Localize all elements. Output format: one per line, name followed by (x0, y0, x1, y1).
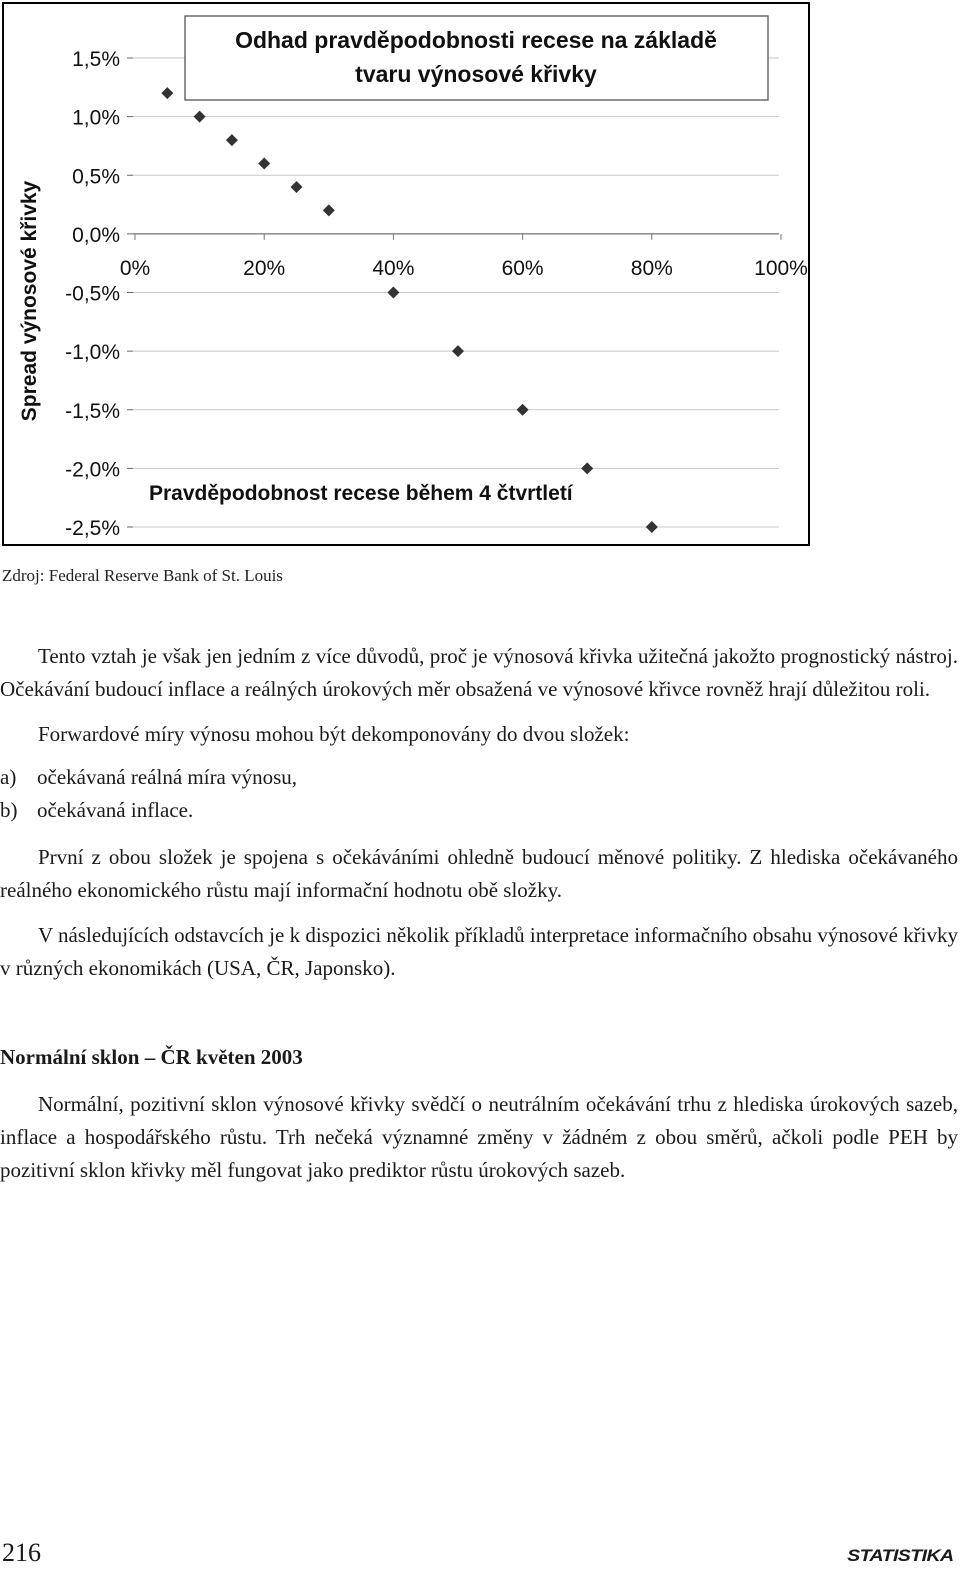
paragraph-4: V následujících odstavcích je k dispozici několik příkladů interpretace informačního obsahu výnosové křivky v různých ekonomikách (USA, ČR, Japonsko). (0, 923, 958, 980)
data-point (258, 158, 270, 170)
data-point (194, 111, 206, 123)
statistika-logo: STATISTIKA (847, 1546, 954, 1565)
paragraph-2: Forwardové míry výnosu mohou být dekomponovány do dvou složek: (38, 722, 630, 746)
components-list (0, 761, 958, 827)
section-paragraph: Normální, pozitivní sklon výnosové křivky svědčí o neutrálním očekávání trhu z hlediska úrokových sazeb, inflace a hospodářského růstu. Trh nečeká významné změny v žádném z obou směrů, ačkoli podle PEH by pozitivní sklon křivky měl fungovat jako prediktor růstu úrokových sazeb. (0, 1092, 958, 1182)
chart-frame (2, 2, 810, 546)
data-point (646, 521, 658, 533)
data-point (226, 134, 238, 146)
paragraph-3: První z obou složek je spojena s očekáváními ohledně budoucí měnové politiky. Z hlediska očekávaného reálného ekonomického růstu mají informační hodnotu obě složky. (0, 845, 958, 902)
y-tick-label: 1,0% (72, 106, 120, 130)
list-marker: b) (0, 798, 18, 822)
y-tick-label: -0,5% (65, 282, 120, 306)
data-point (517, 404, 529, 416)
x-tick-label: 100% (754, 256, 808, 280)
paragraph-1: Tento vztah je však jen jedním z více důvodů, proč je výnosová křivka užitečná jakožto prognostický nástroj. Očekávání budoucí inflace a reálných úrokových měr obsažená ve výnosové křivce rovněž hrají důležitou roli. (0, 644, 958, 701)
x-tick-label: 60% (501, 256, 544, 280)
chart-title-line: tvaru výnosové křivky (355, 61, 597, 87)
body-text (0, 640, 958, 1187)
list-item (0, 761, 958, 794)
y-tick-label: 0,0% (72, 223, 120, 247)
y-tick-label: 1,5% (72, 48, 120, 71)
data-point (291, 181, 303, 193)
data-point (581, 462, 593, 474)
chart-source: Zdroj: Federal Reserve Bank of St. Louis (2, 566, 283, 585)
y-axis-title: Spread výnosové křivky (18, 180, 41, 422)
y-tick-label: 0,5% (72, 165, 120, 189)
data-point (452, 345, 464, 357)
scatter-chart (4, 4, 808, 544)
list-marker: a) (0, 765, 17, 789)
data-point (323, 204, 335, 216)
y-tick-label: -2,0% (65, 458, 120, 482)
data-point (387, 287, 399, 299)
chart-title-line: Odhad pravděpodobnosti recese na základě (235, 27, 717, 53)
x-tick-label: 40% (372, 256, 415, 280)
list-text: očekávaná inflace. (37, 798, 194, 822)
y-tick-label: -1,0% (65, 341, 120, 365)
list-text: očekávaná reálná míra výnosu, (37, 765, 298, 789)
y-tick-label: -2,5% (65, 517, 120, 540)
section-heading: Normální sklon – ČR květen 2003 (0, 1045, 303, 1069)
y-tick-label: -1,5% (65, 399, 120, 423)
x-tick-label: 0% (119, 256, 151, 280)
list-item (0, 794, 958, 827)
page-number: 216 (2, 1538, 41, 1567)
x-tick-label: 20% (243, 256, 286, 280)
x-tick-label: 80% (630, 256, 673, 280)
x-axis-title: Pravděpodobnost recese během 4 čtvrtletí (149, 482, 573, 505)
data-point (161, 87, 173, 99)
